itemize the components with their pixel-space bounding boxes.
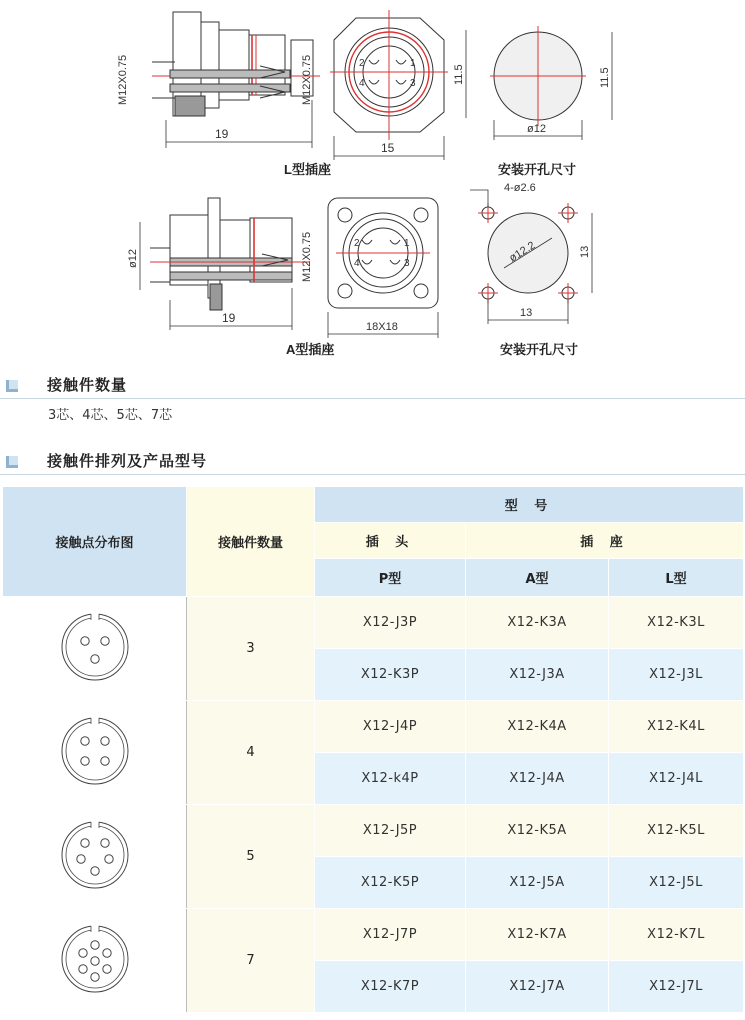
model-a-cell: X12-K7A <box>466 909 609 961</box>
pin-layout-icon <box>55 711 135 791</box>
model-a-cell: X12-J3A <box>466 649 609 701</box>
table-row <box>3 701 744 753</box>
l-hole-height-dim: 11.5 <box>599 67 611 88</box>
header-plug-label: 插 头 <box>365 535 415 550</box>
pin-layout-icon <box>55 815 135 895</box>
l-type-front-view <box>330 10 466 160</box>
model-l-cell: X12-J3L <box>609 649 744 701</box>
section-bullet-icon <box>6 380 18 392</box>
header-socket-label: 插 座 <box>580 535 629 550</box>
table-row <box>3 805 744 857</box>
header-count: 接触件数量 <box>187 487 315 597</box>
l-type-pin-1: 1 <box>410 58 416 69</box>
model-p-cell: X12-J5P <box>315 805 466 857</box>
model-a-cell: X12-K3A <box>466 597 609 649</box>
a-type-flange-dim: 18X18 <box>366 321 398 333</box>
pin-layout-diagram <box>3 805 187 909</box>
a-type-pin-3: 3 <box>404 258 410 269</box>
l-type-pin-4: 4 <box>359 78 365 89</box>
header-p-type: P型 <box>315 559 466 597</box>
section-arrangement <box>0 450 745 474</box>
contact-count-cell: 4 <box>187 701 315 805</box>
contact-count-cell: 5 <box>187 805 315 909</box>
model-l-cell: X12-J7L <box>609 961 744 1013</box>
l-type-height-dim: 11.5 <box>453 64 465 85</box>
a-type-pin-1: 1 <box>404 238 410 249</box>
model-p-cell: X12-K3P <box>315 649 466 701</box>
contact-count-cell: 7 <box>187 909 315 1013</box>
header-a-type: A型 <box>466 559 609 597</box>
contact-count-text: 3芯、4芯、5芯、7芯 <box>48 408 173 423</box>
model-a-cell: X12-J5A <box>466 857 609 909</box>
model-l-cell: X12-K3L <box>609 597 744 649</box>
a-type-diameter-dim: ø12 <box>127 249 139 268</box>
contact-count-cell: 3 <box>187 597 315 701</box>
a-type-caption: A型插座 <box>286 342 335 357</box>
table-row <box>3 909 744 961</box>
section-title: 接触件排列及产品型号 <box>47 452 208 470</box>
a-hole-width-dim: 13 <box>520 307 533 319</box>
a-hole-holes-dim: 4-ø2.6 <box>504 182 536 194</box>
a-hole-caption: 安装开孔尺寸 <box>500 342 579 357</box>
l-type-pin-3: 3 <box>410 78 416 89</box>
model-p-cell: X12-K7P <box>315 961 466 1013</box>
l-type-thread-left: M12X0.75 <box>117 54 129 105</box>
section-title: 接触件数量 <box>47 376 128 394</box>
a-hole-diameter-dim: ø12.2 <box>507 239 538 265</box>
section-divider <box>0 398 745 399</box>
model-p-cell: X12-K5P <box>315 857 466 909</box>
model-p-cell: X12-J3P <box>315 597 466 649</box>
technical-drawings <box>0 0 745 362</box>
model-a-cell: X12-K4A <box>466 701 609 753</box>
model-p-cell: X12-k4P <box>315 753 466 805</box>
header-socket <box>466 523 744 559</box>
l-type-caption: L型插座 <box>284 162 331 177</box>
l-type-side-view <box>152 12 320 148</box>
model-a-cell: X12-J4A <box>466 753 609 805</box>
model-l-cell: X12-K7L <box>609 909 744 961</box>
pin-layout-icon <box>55 607 135 687</box>
model-p-cell: X12-J4P <box>315 701 466 753</box>
model-p-cell: X12-J7P <box>315 909 466 961</box>
l-type-thread-right: M12X0.75 <box>301 54 313 105</box>
table-row <box>3 597 744 649</box>
l-hole-diameter-dim: ø12 <box>527 123 546 135</box>
section-divider <box>0 474 745 475</box>
section-bullet-icon <box>6 456 18 468</box>
header-model-label: 型 号 <box>504 499 554 514</box>
pin-layout-diagram <box>3 701 187 805</box>
a-hole-height-dim: 13 <box>579 245 591 258</box>
header-diagram: 接触点分布图 <box>3 487 187 597</box>
pin-layout-icon <box>55 919 135 999</box>
header-l-type: L型 <box>609 559 744 597</box>
l-hole-caption: 安装开孔尺寸 <box>498 162 577 177</box>
a-type-thread-dim: M12X0.75 <box>301 231 313 282</box>
a-type-pin-4: 4 <box>354 258 360 269</box>
model-l-cell: X12-K4L <box>609 701 744 753</box>
model-a-cell: X12-K5A <box>466 805 609 857</box>
a-type-front-view <box>328 198 438 338</box>
pin-layout-diagram <box>3 909 187 1013</box>
a-type-mount-hole <box>470 190 592 324</box>
l-type-length-dim: 19 <box>215 127 229 141</box>
model-a-cell: X12-J7A <box>466 961 609 1013</box>
l-type-mount-hole <box>490 26 612 140</box>
a-type-pin-2: 2 <box>354 238 360 249</box>
model-table <box>2 486 744 1013</box>
pin-layout-diagram <box>3 597 187 701</box>
model-l-cell: X12-J5L <box>609 857 744 909</box>
section-contact-count <box>0 374 745 398</box>
model-rows <box>3 597 744 1013</box>
model-l-cell: X12-J4L <box>609 753 744 805</box>
header-plug <box>315 523 466 559</box>
l-type-pin-2: 2 <box>359 58 365 69</box>
header-model <box>315 487 744 523</box>
l-type-width-dim: 15 <box>381 141 395 155</box>
a-type-length-dim: 19 <box>222 311 236 325</box>
model-l-cell: X12-K5L <box>609 805 744 857</box>
